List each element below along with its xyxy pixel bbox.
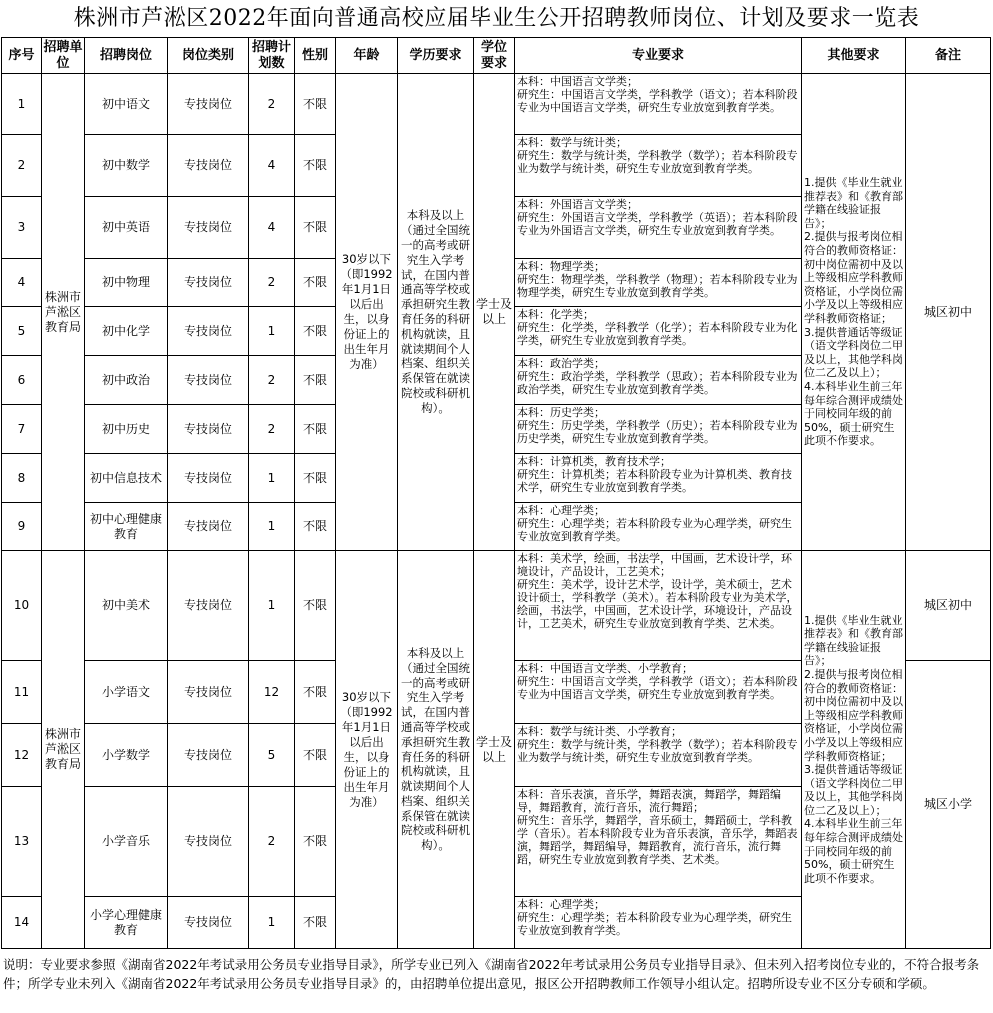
row-plan: 1 xyxy=(249,503,295,551)
row-plan: 2 xyxy=(249,405,295,454)
row-no: 6 xyxy=(2,356,42,405)
row-no: 1 xyxy=(2,74,42,135)
row-no: 9 xyxy=(2,503,42,551)
major-requirement: 本科：中国语言文学类； 研究生：中国语言文学类，学科教学（语文）；若本科阶段专业为中国语言文学类，研究生专业放宽到教育学类。 xyxy=(515,74,802,135)
major-requirement: 本科：中国语言文学类、小学教育； 研究生：中国语言文学类，学科教学（语文）；若本科阶段专业为中国语言文学类，研究生专业放宽到教育学类。 xyxy=(515,661,802,724)
row-post: 小学语文 xyxy=(85,661,168,724)
header-other: 其他要求 xyxy=(802,38,906,74)
row-plan: 4 xyxy=(249,135,295,197)
remark: 城区小学 xyxy=(906,661,991,949)
remark: 城区初中 xyxy=(906,74,991,551)
row-post: 初中数学 xyxy=(85,135,168,197)
degree-requirement: 学士及以上 xyxy=(474,74,515,551)
table-row xyxy=(2,551,991,661)
row-category: 专技岗位 xyxy=(168,724,249,787)
row-gender: 不限 xyxy=(295,787,336,897)
row-gender: 不限 xyxy=(295,454,336,503)
major-requirement: 本科：计算机类，教育技术学； 研究生：计算机类；若本科阶段专业为计算机类、教育技术学，研究生专业放宽到教育学类。 xyxy=(515,454,802,503)
row-plan: 2 xyxy=(249,74,295,135)
page-title: 株洲市芦淞区2022年面向普通高校应届毕业生公开招聘教师岗位、计划及要求一览表 xyxy=(73,6,920,31)
row-plan: 1 xyxy=(249,897,295,949)
row-category: 专技岗位 xyxy=(168,259,249,307)
row-post: 小学心理健康教育 xyxy=(85,897,168,949)
remark: 城区初中 xyxy=(906,551,991,661)
row-post: 初中英语 xyxy=(85,197,168,259)
row-gender: 不限 xyxy=(295,405,336,454)
row-plan: 1 xyxy=(249,307,295,356)
row-post: 初中语文 xyxy=(85,74,168,135)
row-gender: 不限 xyxy=(295,724,336,787)
row-category: 专技岗位 xyxy=(168,74,249,135)
major-requirement: 本科：物理学类； 研究生：物理学类，学科教学（物理）；若本科阶段专业为物理学类，研究生专业放宽到教育学类。 xyxy=(515,259,802,307)
major-requirement: 本科：数学与统计类； 研究生：数学与统计类，学科教学（数学）；若本科阶段专业为数学与统计类，研究生专业放宽到教育学类。 xyxy=(515,135,802,197)
recruitment-table xyxy=(1,37,991,949)
education-requirement: 本科及以上（通过全国统一的高考或研究生入学考试，在国内普通高等学校或承担研究生教育任务的科研机构就读，且就读期间个人档案、组织关系保管在就读院校或科研机构）。 xyxy=(398,551,474,949)
row-no: 13 xyxy=(2,787,42,897)
header-row xyxy=(2,38,991,74)
other-requirement: 1.提供《毕业生就业推荐表》和《教育部学籍在线验证报告》； 2.提供与报考岗位相符合的教师资格证：初中岗位需初中及以上等级相应学科教师资格证，小学岗位需小学及以上等级相应学科教师资格证； 3.提供普通话等级证（语文学科岗位二甲及以上，其他学科岗位二乙及以上）； 4.本科毕业生前三年每年综合测评成绩处于同校同年级的前50%，硕士研究生此项不作要求。 xyxy=(802,551,906,949)
row-category: 专技岗位 xyxy=(168,356,249,405)
row-plan: 12 xyxy=(249,661,295,724)
major-requirement: 本科：音乐表演，音乐学，舞蹈表演，舞蹈学，舞蹈编导，舞蹈教育，流行音乐，流行舞蹈； 研究生：音乐学，舞蹈学，音乐硕士，舞蹈硕士，学科教学（音乐）。若本科阶段专业为音乐表演，音乐学，舞蹈表演，舞蹈学，舞蹈编导，舞蹈教育，流行音乐，流行舞蹈，研究生专业放宽到教育学类、艺术类。 xyxy=(515,787,802,897)
row-category: 专技岗位 xyxy=(168,307,249,356)
row-category: 专技岗位 xyxy=(168,197,249,259)
row-gender: 不限 xyxy=(295,897,336,949)
row-gender: 不限 xyxy=(295,551,336,661)
row-no: 7 xyxy=(2,405,42,454)
row-category: 专技岗位 xyxy=(168,503,249,551)
table-row xyxy=(2,74,991,135)
major-requirement: 本科：政治学类； 研究生：政治学类，学科教学（思政）；若本科阶段专业为政治学类，研究生专业放宽到教育学类。 xyxy=(515,356,802,405)
row-post: 小学数学 xyxy=(85,724,168,787)
row-no: 14 xyxy=(2,897,42,949)
row-no: 11 xyxy=(2,661,42,724)
header-remark: 备注 xyxy=(906,38,991,74)
row-post: 初中政治 xyxy=(85,356,168,405)
recruiting-unit: 株洲市芦淞区教育局 xyxy=(42,551,85,949)
row-no: 12 xyxy=(2,724,42,787)
row-plan: 4 xyxy=(249,197,295,259)
row-plan: 2 xyxy=(249,259,295,307)
row-post: 初中心理健康教育 xyxy=(85,503,168,551)
header-age: 年龄 xyxy=(336,38,398,74)
row-gender: 不限 xyxy=(295,74,336,135)
row-post: 初中信息技术 xyxy=(85,454,168,503)
header-unit: 招聘单位 xyxy=(42,38,85,74)
row-post: 初中化学 xyxy=(85,307,168,356)
major-requirement: 本科：化学类； 研究生：化学类，学科教学（化学）；若本科阶段专业为化学类，研究生专业放宽到教育学类。 xyxy=(515,307,802,356)
row-no: 5 xyxy=(2,307,42,356)
header-category: 岗位类别 xyxy=(168,38,249,74)
header-education: 学历要求 xyxy=(398,38,474,74)
header-major: 专业要求 xyxy=(515,38,802,74)
row-gender: 不限 xyxy=(295,503,336,551)
age-requirement: 30岁以下（即1992年1月1日以后出生，以身份证上的出生年月为准） xyxy=(336,551,398,949)
recruiting-unit: 株洲市芦淞区教育局 xyxy=(42,74,85,551)
age-requirement: 30岁以下（即1992年1月1日以后出生，以身份证上的出生年月为准） xyxy=(336,74,398,551)
row-no: 2 xyxy=(2,135,42,197)
education-requirement: 本科及以上（通过全国统一的高考或研究生入学考试，在国内普通高等学校或承担研究生教育任务的科研机构就读，且就读期间个人档案、组织关系保管在就读院校或科研机构）。 xyxy=(398,74,474,551)
row-no: 4 xyxy=(2,259,42,307)
row-category: 专技岗位 xyxy=(168,897,249,949)
row-plan: 2 xyxy=(249,356,295,405)
row-plan: 2 xyxy=(249,787,295,897)
row-plan: 1 xyxy=(249,551,295,661)
major-requirement: 本科：心理学类； 研究生：心理学类；若本科阶段专业为心理学类，研究生专业放宽到教育学类。 xyxy=(515,897,802,949)
row-post: 初中美术 xyxy=(85,551,168,661)
degree-requirement: 学士及以上 xyxy=(474,551,515,949)
header-gender: 性别 xyxy=(295,38,336,74)
row-category: 专技岗位 xyxy=(168,405,249,454)
row-category: 专技岗位 xyxy=(168,135,249,197)
header-no: 序号 xyxy=(2,38,42,74)
row-no: 3 xyxy=(2,197,42,259)
footnote: 说明：专业要求参照《湖南省2022年考试录用公务员专业指导目录》，所学专业已列入《湖南省2022年考试录用公务员专业指导目录》、但未列入招考岗位专业的，不符合报考条件；所学专业未列入《湖南省2022年考试录用公务员专业指导目录》的，由招聘单位提出意见，报区公开招聘教师工作领导小组认定。招聘所设专业不区分专硕和学硕。 xyxy=(3,957,980,991)
row-post: 小学音乐 xyxy=(85,787,168,897)
row-gender: 不限 xyxy=(295,259,336,307)
major-requirement: 本科：历史学类； 研究生：历史学类，学科教学（历史）；若本科阶段专业为历史学类，研究生专业放宽到教育学类。 xyxy=(515,405,802,454)
row-category: 专技岗位 xyxy=(168,661,249,724)
header-degree: 学位要求 xyxy=(474,38,515,74)
row-post: 初中物理 xyxy=(85,259,168,307)
row-gender: 不限 xyxy=(295,197,336,259)
header-post: 招聘岗位 xyxy=(85,38,168,74)
row-category: 专技岗位 xyxy=(168,454,249,503)
row-gender: 不限 xyxy=(295,356,336,405)
row-no: 8 xyxy=(2,454,42,503)
major-requirement: 本科：数学与统计类、小学教育； 研究生：数学与统计类，学科教学（数学）；若本科阶段专业为数学与统计类，研究生专业放宽到教育学类。 xyxy=(515,724,802,787)
header-plan: 招聘计划数 xyxy=(249,38,295,74)
major-requirement: 本科：心理学类； 研究生：心理学类；若本科阶段专业为心理学类，研究生专业放宽到教育学类。 xyxy=(515,503,802,551)
major-requirement: 本科：外国语言文学类； 研究生：外国语言文学类，学科教学（英语）；若本科阶段专业为外国语言文学类，研究生专业放宽到教育学类。 xyxy=(515,197,802,259)
row-gender: 不限 xyxy=(295,135,336,197)
row-category: 专技岗位 xyxy=(168,787,249,897)
row-gender: 不限 xyxy=(295,307,336,356)
row-gender: 不限 xyxy=(295,661,336,724)
major-requirement: 本科：美术学，绘画，书法学，中国画，艺术设计学，环境设计，产品设计，工艺美术； 研究生：美术学，设计艺术学，设计学，美术硕士，艺术设计硕士，学科教学（美术）。若本科阶段专业为美术学，绘画，书法学，中国画，艺术设计学，环境设计，产品设计，工艺美术，研究生专业放宽到教育学类、艺术类。 xyxy=(515,551,802,661)
row-plan: 1 xyxy=(249,454,295,503)
row-no: 10 xyxy=(2,551,42,661)
other-requirement: 1.提供《毕业生就业推荐表》和《教育部学籍在线验证报告》； 2.提供与报考岗位相符合的教师资格证：初中岗位需初中及以上等级相应学科教师资格证，小学岗位需小学及以上等级相应学科教师资格证； 3.提供普通话等级证（语文学科岗位二甲及以上，其他学科岗位二乙及以上）； 4.本科毕业生前三年每年综合测评成绩处于同校同年级的前50%，硕士研究生此项不作要求。 xyxy=(802,74,906,551)
row-post: 初中历史 xyxy=(85,405,168,454)
row-category: 专技岗位 xyxy=(168,551,249,661)
row-plan: 5 xyxy=(249,724,295,787)
